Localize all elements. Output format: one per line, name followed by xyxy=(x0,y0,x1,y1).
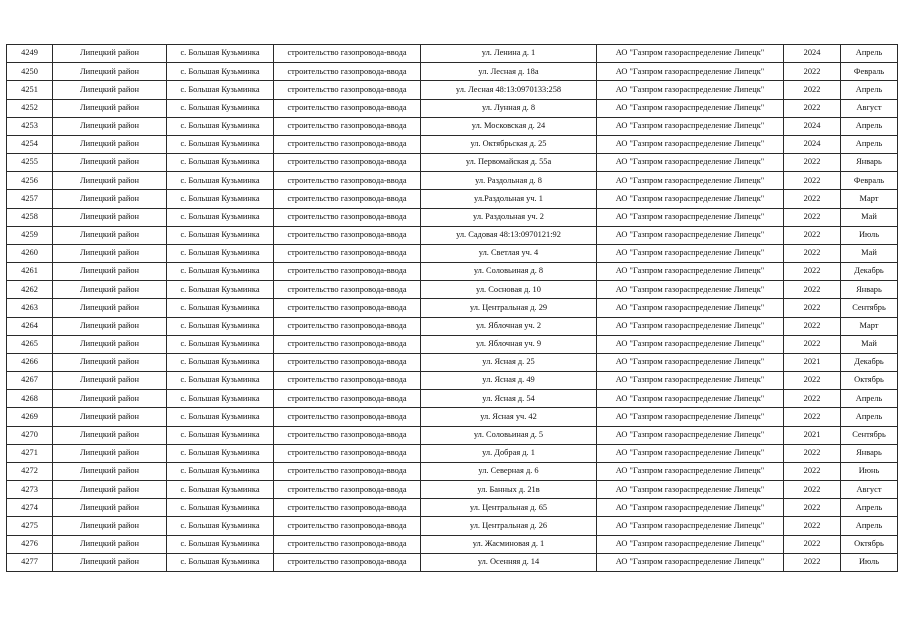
year-cell: 2021 xyxy=(784,353,841,371)
village-cell: с. Большая Кузьминка xyxy=(167,499,274,517)
row-number-cell: 4257 xyxy=(7,190,53,208)
organization-cell: АО "Газпром газораспределение Липецк" xyxy=(597,426,784,444)
address-cell: ул. Жасминовая д. 1 xyxy=(421,535,597,553)
table-row xyxy=(7,154,898,172)
year-cell: 2022 xyxy=(784,553,841,571)
address-cell: ул. Ленина д. 1 xyxy=(421,45,597,63)
address-cell: ул. Осенняя д. 14 xyxy=(421,553,597,571)
organization-cell: АО "Газпром газораспределение Липецк" xyxy=(597,317,784,335)
organization-cell: АО "Газпром газораспределение Липецк" xyxy=(597,481,784,499)
village-cell: с. Большая Кузьминка xyxy=(167,244,274,262)
year-cell: 2024 xyxy=(784,117,841,135)
district-cell: Липецкий район xyxy=(53,335,167,353)
table-row xyxy=(7,517,898,535)
year-cell: 2022 xyxy=(784,390,841,408)
district-cell: Липецкий район xyxy=(53,408,167,426)
row-number-cell: 4250 xyxy=(7,63,53,81)
year-cell: 2022 xyxy=(784,335,841,353)
organization-cell: АО "Газпром газораспределение Липецк" xyxy=(597,408,784,426)
organization-cell: АО "Газпром газораспределение Липецк" xyxy=(597,154,784,172)
village-cell: с. Большая Кузьминка xyxy=(167,99,274,117)
village-cell: с. Большая Кузьминка xyxy=(167,553,274,571)
address-cell: ул. Лунная д. 8 xyxy=(421,99,597,117)
organization-cell: АО "Газпром газораспределение Липецк" xyxy=(597,99,784,117)
document-page xyxy=(6,44,898,572)
table-row xyxy=(7,99,898,117)
organization-cell: АО "Газпром газораспределение Липецк" xyxy=(597,462,784,480)
district-cell: Липецкий район xyxy=(53,499,167,517)
organization-cell: АО "Газпром газораспределение Липецк" xyxy=(597,499,784,517)
district-cell: Липецкий район xyxy=(53,81,167,99)
district-cell: Липецкий район xyxy=(53,190,167,208)
row-number-cell: 4259 xyxy=(7,226,53,244)
year-cell: 2022 xyxy=(784,244,841,262)
month-cell: Октябрь xyxy=(841,372,898,390)
organization-cell: АО "Газпром газораспределение Липецк" xyxy=(597,353,784,371)
address-cell: ул. Добрая д. 1 xyxy=(421,444,597,462)
year-cell: 2022 xyxy=(784,190,841,208)
table-row xyxy=(7,426,898,444)
organization-cell: АО "Газпром газораспределение Липецк" xyxy=(597,553,784,571)
month-cell: Январь xyxy=(841,154,898,172)
address-cell: ул.Раздольная уч. 1 xyxy=(421,190,597,208)
village-cell: с. Большая Кузьминка xyxy=(167,535,274,553)
work-type-cell: строительство газопровода-ввода xyxy=(274,154,421,172)
month-cell: Апрель xyxy=(841,117,898,135)
village-cell: с. Большая Кузьминка xyxy=(167,335,274,353)
table-row xyxy=(7,353,898,371)
year-cell: 2022 xyxy=(784,372,841,390)
work-type-cell: строительство газопровода-ввода xyxy=(274,244,421,262)
address-cell: ул. Соловьиная д. 8 xyxy=(421,263,597,281)
row-number-cell: 4258 xyxy=(7,208,53,226)
work-type-cell: строительство газопровода-ввода xyxy=(274,63,421,81)
table-row xyxy=(7,462,898,480)
work-type-cell: строительство газопровода-ввода xyxy=(274,81,421,99)
work-type-cell: строительство газопровода-ввода xyxy=(274,444,421,462)
row-number-cell: 4255 xyxy=(7,154,53,172)
address-cell: ул. Соловьиная д. 5 xyxy=(421,426,597,444)
row-number-cell: 4249 xyxy=(7,45,53,63)
village-cell: с. Большая Кузьминка xyxy=(167,208,274,226)
year-cell: 2024 xyxy=(784,45,841,63)
month-cell: Январь xyxy=(841,281,898,299)
row-number-cell: 4273 xyxy=(7,481,53,499)
year-cell: 2022 xyxy=(784,81,841,99)
month-cell: Июль xyxy=(841,226,898,244)
row-number-cell: 4261 xyxy=(7,263,53,281)
address-cell: ул. Светлая уч. 4 xyxy=(421,244,597,262)
address-cell: ул. Первомайская д. 55а xyxy=(421,154,597,172)
table-row xyxy=(7,45,898,63)
organization-cell: АО "Газпром газораспределение Липецк" xyxy=(597,444,784,462)
district-cell: Липецкий район xyxy=(53,172,167,190)
address-cell: ул. Ясная уч. 42 xyxy=(421,408,597,426)
district-cell: Липецкий район xyxy=(53,372,167,390)
district-cell: Липецкий район xyxy=(53,63,167,81)
district-cell: Липецкий район xyxy=(53,390,167,408)
year-cell: 2021 xyxy=(784,426,841,444)
organization-cell: АО "Газпром газораспределение Липецк" xyxy=(597,281,784,299)
district-cell: Липецкий район xyxy=(53,299,167,317)
address-cell: ул. Ясная д. 25 xyxy=(421,353,597,371)
village-cell: с. Большая Кузьминка xyxy=(167,154,274,172)
village-cell: с. Большая Кузьминка xyxy=(167,190,274,208)
month-cell: Сентябрь xyxy=(841,299,898,317)
row-number-cell: 4252 xyxy=(7,99,53,117)
organization-cell: АО "Газпром газораспределение Липецк" xyxy=(597,244,784,262)
work-type-cell: строительство газопровода-ввода xyxy=(274,208,421,226)
district-cell: Липецкий район xyxy=(53,99,167,117)
organization-cell: АО "Газпром газораспределение Липецк" xyxy=(597,299,784,317)
table-row xyxy=(7,372,898,390)
year-cell: 2022 xyxy=(784,444,841,462)
village-cell: с. Большая Кузьминка xyxy=(167,299,274,317)
row-number-cell: 4253 xyxy=(7,117,53,135)
table-row xyxy=(7,499,898,517)
row-number-cell: 4263 xyxy=(7,299,53,317)
address-cell: ул. Лесная 48:13:0970133:258 xyxy=(421,81,597,99)
work-type-cell: строительство газопровода-ввода xyxy=(274,390,421,408)
village-cell: с. Большая Кузьминка xyxy=(167,317,274,335)
address-cell: ул. Садовая 48:13:0970121:92 xyxy=(421,226,597,244)
month-cell: Декабрь xyxy=(841,353,898,371)
table-row xyxy=(7,81,898,99)
row-number-cell: 4264 xyxy=(7,317,53,335)
work-type-cell: строительство газопровода-ввода xyxy=(274,553,421,571)
year-cell: 2022 xyxy=(784,172,841,190)
row-number-cell: 4254 xyxy=(7,135,53,153)
year-cell: 2022 xyxy=(784,281,841,299)
table-row xyxy=(7,299,898,317)
row-number-cell: 4267 xyxy=(7,372,53,390)
village-cell: с. Большая Кузьминка xyxy=(167,263,274,281)
village-cell: с. Большая Кузьминка xyxy=(167,117,274,135)
organization-cell: АО "Газпром газораспределение Липецк" xyxy=(597,372,784,390)
table-row xyxy=(7,135,898,153)
district-cell: Липецкий район xyxy=(53,263,167,281)
month-cell: Август xyxy=(841,99,898,117)
organization-cell: АО "Газпром газораспределение Липецк" xyxy=(597,81,784,99)
table-row xyxy=(7,481,898,499)
month-cell: Январь xyxy=(841,444,898,462)
month-cell: Февраль xyxy=(841,172,898,190)
work-type-cell: строительство газопровода-ввода xyxy=(274,408,421,426)
work-type-cell: строительство газопровода-ввода xyxy=(274,535,421,553)
work-type-cell: строительство газопровода-ввода xyxy=(274,99,421,117)
month-cell: Сентябрь xyxy=(841,426,898,444)
row-number-cell: 4277 xyxy=(7,553,53,571)
year-cell: 2022 xyxy=(784,263,841,281)
district-cell: Липецкий район xyxy=(53,244,167,262)
district-cell: Липецкий район xyxy=(53,462,167,480)
village-cell: с. Большая Кузьминка xyxy=(167,135,274,153)
village-cell: с. Большая Кузьминка xyxy=(167,172,274,190)
year-cell: 2022 xyxy=(784,408,841,426)
row-number-cell: 4266 xyxy=(7,353,53,371)
year-cell: 2022 xyxy=(784,63,841,81)
village-cell: с. Большая Кузьминка xyxy=(167,63,274,81)
village-cell: с. Большая Кузьминка xyxy=(167,462,274,480)
row-number-cell: 4256 xyxy=(7,172,53,190)
work-type-cell: строительство газопровода-ввода xyxy=(274,353,421,371)
work-type-cell: строительство газопровода-ввода xyxy=(274,481,421,499)
work-type-cell: строительство газопровода-ввода xyxy=(274,299,421,317)
district-cell: Липецкий район xyxy=(53,317,167,335)
year-cell: 2022 xyxy=(784,226,841,244)
district-cell: Липецкий район xyxy=(53,426,167,444)
organization-cell: АО "Газпром газораспределение Липецк" xyxy=(597,226,784,244)
village-cell: с. Большая Кузьминка xyxy=(167,517,274,535)
organization-cell: АО "Газпром газораспределение Липецк" xyxy=(597,190,784,208)
month-cell: Апрель xyxy=(841,499,898,517)
address-cell: ул. Лесная д. 18а xyxy=(421,63,597,81)
organization-cell: АО "Газпром газораспределение Липецк" xyxy=(597,117,784,135)
work-type-cell: строительство газопровода-ввода xyxy=(274,190,421,208)
address-cell: ул. Северная д. 6 xyxy=(421,462,597,480)
address-cell: ул. Ясная д. 49 xyxy=(421,372,597,390)
organization-cell: АО "Газпром газораспределение Липецк" xyxy=(597,63,784,81)
work-type-cell: строительство газопровода-ввода xyxy=(274,263,421,281)
row-number-cell: 4276 xyxy=(7,535,53,553)
table-row xyxy=(7,335,898,353)
month-cell: Апрель xyxy=(841,408,898,426)
work-type-cell: строительство газопровода-ввода xyxy=(274,135,421,153)
address-cell: ул. Яблочная уч. 9 xyxy=(421,335,597,353)
gas-pipeline-schedule-table xyxy=(6,44,898,572)
district-cell: Липецкий район xyxy=(53,226,167,244)
month-cell: Март xyxy=(841,190,898,208)
organization-cell: АО "Газпром газораспределение Липецк" xyxy=(597,335,784,353)
row-number-cell: 4251 xyxy=(7,81,53,99)
village-cell: с. Большая Кузьминка xyxy=(167,444,274,462)
village-cell: с. Большая Кузьминка xyxy=(167,390,274,408)
year-cell: 2022 xyxy=(784,499,841,517)
month-cell: Май xyxy=(841,208,898,226)
district-cell: Липецкий район xyxy=(53,281,167,299)
organization-cell: АО "Газпром газораспределение Липецк" xyxy=(597,208,784,226)
month-cell: Февраль xyxy=(841,63,898,81)
work-type-cell: строительство газопровода-ввода xyxy=(274,172,421,190)
table-row xyxy=(7,117,898,135)
table-row xyxy=(7,63,898,81)
district-cell: Липецкий район xyxy=(53,208,167,226)
district-cell: Липецкий район xyxy=(53,353,167,371)
village-cell: с. Большая Кузьминка xyxy=(167,281,274,299)
village-cell: с. Большая Кузьминка xyxy=(167,81,274,99)
work-type-cell: строительство газопровода-ввода xyxy=(274,372,421,390)
table-row xyxy=(7,263,898,281)
row-number-cell: 4262 xyxy=(7,281,53,299)
year-cell: 2022 xyxy=(784,462,841,480)
district-cell: Липецкий район xyxy=(53,553,167,571)
address-cell: ул. Московская д. 24 xyxy=(421,117,597,135)
work-type-cell: строительство газопровода-ввода xyxy=(274,281,421,299)
organization-cell: АО "Газпром газораспределение Липецк" xyxy=(597,390,784,408)
work-type-cell: строительство газопровода-ввода xyxy=(274,462,421,480)
district-cell: Липецкий район xyxy=(53,517,167,535)
month-cell: Апрель xyxy=(841,45,898,63)
year-cell: 2022 xyxy=(784,99,841,117)
organization-cell: АО "Газпром газораспределение Липецк" xyxy=(597,535,784,553)
month-cell: Апрель xyxy=(841,135,898,153)
month-cell: Июнь xyxy=(841,462,898,480)
organization-cell: АО "Газпром газораспределение Липецк" xyxy=(597,263,784,281)
year-cell: 2022 xyxy=(784,317,841,335)
address-cell: ул. Сосновая д. 10 xyxy=(421,281,597,299)
district-cell: Липецкий район xyxy=(53,154,167,172)
year-cell: 2022 xyxy=(784,299,841,317)
month-cell: Апрель xyxy=(841,81,898,99)
table-row xyxy=(7,390,898,408)
table-row xyxy=(7,444,898,462)
address-cell: ул. Октябрьская д. 25 xyxy=(421,135,597,153)
work-type-cell: строительство газопровода-ввода xyxy=(274,226,421,244)
month-cell: Апрель xyxy=(841,390,898,408)
table-row xyxy=(7,281,898,299)
table-row xyxy=(7,244,898,262)
village-cell: с. Большая Кузьминка xyxy=(167,353,274,371)
table-row xyxy=(7,190,898,208)
table-row xyxy=(7,408,898,426)
year-cell: 2022 xyxy=(784,154,841,172)
year-cell: 2022 xyxy=(784,517,841,535)
village-cell: с. Большая Кузьминка xyxy=(167,426,274,444)
work-type-cell: строительство газопровода-ввода xyxy=(274,117,421,135)
village-cell: с. Большая Кузьминка xyxy=(167,45,274,63)
month-cell: Август xyxy=(841,481,898,499)
table-row xyxy=(7,208,898,226)
work-type-cell: строительство газопровода-ввода xyxy=(274,517,421,535)
row-number-cell: 4271 xyxy=(7,444,53,462)
month-cell: Май xyxy=(841,335,898,353)
organization-cell: АО "Газпром газораспределение Липецк" xyxy=(597,135,784,153)
month-cell: Апрель xyxy=(841,517,898,535)
organization-cell: АО "Газпром газораспределение Липецк" xyxy=(597,172,784,190)
work-type-cell: строительство газопровода-ввода xyxy=(274,426,421,444)
table-row xyxy=(7,535,898,553)
village-cell: с. Большая Кузьминка xyxy=(167,372,274,390)
address-cell: ул. Раздольная уч. 2 xyxy=(421,208,597,226)
organization-cell: АО "Газпром газораспределение Липецк" xyxy=(597,45,784,63)
work-type-cell: строительство газопровода-ввода xyxy=(274,335,421,353)
month-cell: Декабрь xyxy=(841,263,898,281)
row-number-cell: 4270 xyxy=(7,426,53,444)
row-number-cell: 4269 xyxy=(7,408,53,426)
work-type-cell: строительство газопровода-ввода xyxy=(274,317,421,335)
village-cell: с. Большая Кузьминка xyxy=(167,481,274,499)
year-cell: 2022 xyxy=(784,535,841,553)
month-cell: Март xyxy=(841,317,898,335)
address-cell: ул. Ясная д. 54 xyxy=(421,390,597,408)
month-cell: Май xyxy=(841,244,898,262)
village-cell: с. Большая Кузьминка xyxy=(167,226,274,244)
table-row xyxy=(7,226,898,244)
row-number-cell: 4274 xyxy=(7,499,53,517)
district-cell: Липецкий район xyxy=(53,117,167,135)
table-row xyxy=(7,317,898,335)
table-row xyxy=(7,172,898,190)
district-cell: Липецкий район xyxy=(53,45,167,63)
address-cell: ул. Банных д. 21в xyxy=(421,481,597,499)
work-type-cell: строительство газопровода-ввода xyxy=(274,499,421,517)
table-body xyxy=(7,45,898,572)
village-cell: с. Большая Кузьминка xyxy=(167,408,274,426)
address-cell: ул. Центральная д. 29 xyxy=(421,299,597,317)
address-cell: ул. Яблочная уч. 2 xyxy=(421,317,597,335)
year-cell: 2024 xyxy=(784,135,841,153)
year-cell: 2022 xyxy=(784,481,841,499)
district-cell: Липецкий район xyxy=(53,535,167,553)
district-cell: Липецкий район xyxy=(53,135,167,153)
work-type-cell: строительство газопровода-ввода xyxy=(274,45,421,63)
row-number-cell: 4268 xyxy=(7,390,53,408)
month-cell: Июль xyxy=(841,553,898,571)
row-number-cell: 4265 xyxy=(7,335,53,353)
district-cell: Липецкий район xyxy=(53,481,167,499)
address-cell: ул. Раздольная д. 8 xyxy=(421,172,597,190)
address-cell: ул. Центральная д. 26 xyxy=(421,517,597,535)
table-row xyxy=(7,553,898,571)
row-number-cell: 4260 xyxy=(7,244,53,262)
address-cell: ул. Центральная д. 65 xyxy=(421,499,597,517)
month-cell: Октябрь xyxy=(841,535,898,553)
district-cell: Липецкий район xyxy=(53,444,167,462)
organization-cell: АО "Газпром газораспределение Липецк" xyxy=(597,517,784,535)
row-number-cell: 4272 xyxy=(7,462,53,480)
row-number-cell: 4275 xyxy=(7,517,53,535)
year-cell: 2022 xyxy=(784,208,841,226)
